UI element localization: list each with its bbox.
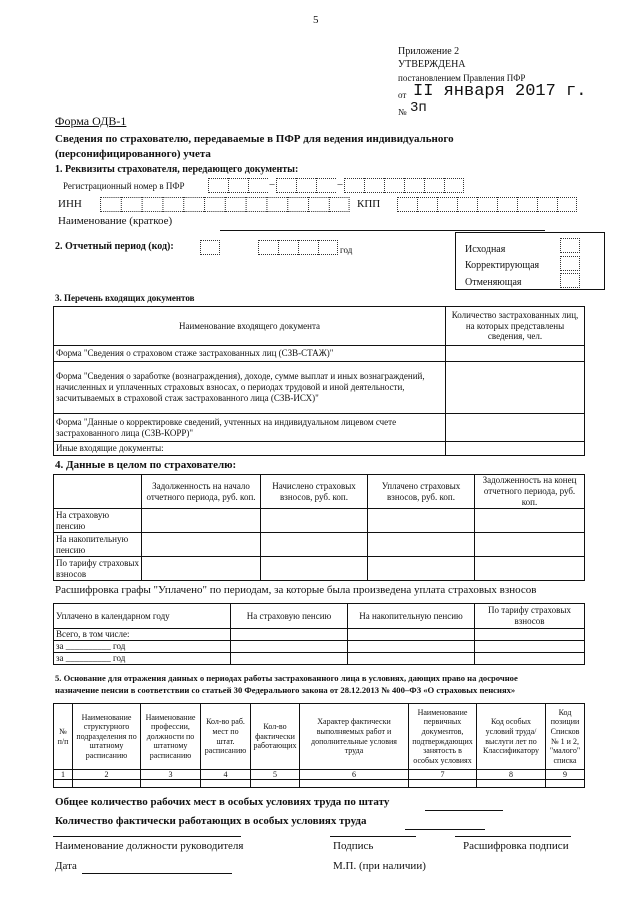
col-header: На накопительную пенсию xyxy=(348,604,475,629)
col-header: Код позиции Списков № 1 и 2, "малого" списка xyxy=(546,704,585,770)
col-header: Начислено страховых взносов, руб. коп. xyxy=(261,475,368,509)
section-4-title: 4. Данные в целом по страхователю: xyxy=(55,459,237,471)
data-cell[interactable] xyxy=(54,780,73,788)
count-cell[interactable] xyxy=(446,346,585,362)
approval-date: II января 2017 г. xyxy=(413,82,587,101)
col-header: № п/п xyxy=(54,704,73,770)
type-corrective-label: Корректирующая xyxy=(465,260,540,271)
col-header: Уплачено страховых взносов, руб. коп. xyxy=(368,475,475,509)
row-label: По тарифу страховых взносов xyxy=(54,557,142,581)
col-number: 3 xyxy=(141,770,201,780)
approval-line: Приложение 2 xyxy=(398,46,460,57)
signature-field[interactable] xyxy=(330,836,416,837)
decode-field[interactable] xyxy=(455,836,571,837)
col-header: Характер фактически выполняемых работ и дополнительные условия труда xyxy=(300,704,409,770)
doc-row: Иные входящие документы: xyxy=(54,442,446,456)
col-number: 5 xyxy=(251,770,300,780)
col-number: 1 xyxy=(54,770,73,780)
data-cell[interactable] xyxy=(201,780,251,788)
section-2-title: 2. Отчетный период (код): xyxy=(55,241,174,252)
reg-number-label: Регистрационный номер в ПФР xyxy=(63,181,185,191)
name-field[interactable] xyxy=(220,230,545,231)
data-cell[interactable] xyxy=(141,780,201,788)
form-title: (персонифицированного) учета xyxy=(55,148,211,160)
data-cell[interactable] xyxy=(251,780,300,788)
total-places-field[interactable] xyxy=(425,810,503,811)
row-label: Всего, в том числе: xyxy=(54,629,231,641)
col-header: Код особых условий труда/выслуги лет по Классификатору xyxy=(477,704,546,770)
position-label: Наименование должности руководителя xyxy=(55,840,244,852)
incoming-docs-table xyxy=(53,306,585,456)
special-conditions-table xyxy=(53,703,585,788)
col-number: 8 xyxy=(477,770,546,780)
data-cell[interactable] xyxy=(546,780,585,788)
col-header: Наименование первичных документов, подтверждающих занятость в особых условиях xyxy=(409,704,477,770)
col-header: Задолженность на начало отчетного периода, руб. коп. xyxy=(142,475,261,509)
type-original-label: Исходная xyxy=(465,244,506,255)
col-number: 9 xyxy=(546,770,585,780)
signature-label: Подпись xyxy=(333,840,374,852)
count-cell[interactable] xyxy=(446,414,585,442)
col-header: Наименование профессии, должности по штатному расписанию xyxy=(141,704,201,770)
approval-date-prefix: от xyxy=(398,90,407,100)
approval-line: постановлением Правления ПФР xyxy=(398,73,526,83)
col-header: Кол-во фактически работающих xyxy=(251,704,300,770)
col-header: Задолженность на конец отчетного периода, руб. коп. xyxy=(475,475,585,509)
section-3-title: 3. Перечень входящих документов xyxy=(55,293,195,303)
inn-field[interactable] xyxy=(100,197,350,212)
data-cell[interactable] xyxy=(409,780,477,788)
stamp-label: М.П. (при наличии) xyxy=(333,860,426,872)
count-cell[interactable] xyxy=(446,442,585,456)
count-cell[interactable] xyxy=(446,362,585,414)
data-cell[interactable] xyxy=(73,780,141,788)
page-number: 5 xyxy=(313,14,319,26)
doc-row: Форма "Сведения о страховом стаже застрахованных лиц (СЗВ-СТАЖ)" xyxy=(54,346,446,362)
col-header: На страховую пенсию xyxy=(231,604,348,629)
period-code-field[interactable] xyxy=(200,240,220,255)
approval-line: УТВЕРЖДЕНА xyxy=(398,59,466,70)
data-cell[interactable] xyxy=(300,780,409,788)
kpp-field[interactable] xyxy=(397,197,577,212)
row-label: за __________ год xyxy=(54,641,231,653)
type-cancel-label: Отменяющая xyxy=(465,277,522,288)
row-label: На страховую пенсию xyxy=(54,509,142,533)
date-label: Дата xyxy=(55,860,77,872)
year-field[interactable] xyxy=(258,240,338,255)
name-label: Наименование (краткое) xyxy=(58,215,173,227)
section-5-title: назначение пенсии в соответствии со статьей 30 Федерального закона от 28.12.2013 № 400–ФЗ «О страховых пенсиях» xyxy=(55,685,516,695)
date-field[interactable] xyxy=(82,873,232,874)
form-name: Форма ОДВ-1 xyxy=(55,114,127,128)
col-number: 4 xyxy=(201,770,251,780)
type-cancel-checkbox[interactable] xyxy=(560,273,580,288)
col-number: 2 xyxy=(73,770,141,780)
col-header: Количество застрахованных лиц, на которых представлены сведения, чел. xyxy=(446,307,585,346)
actual-workers-field[interactable] xyxy=(405,829,485,830)
paid-breakdown-table xyxy=(53,603,585,665)
approval-number: 3п xyxy=(410,100,427,116)
paid-breakdown-title: Расшифровка графы "Уплачено" по периодам, за которые была произведена уплата страховых взносов xyxy=(55,584,537,596)
approval-num-prefix: № xyxy=(398,107,407,117)
reg-number-field[interactable]: – – xyxy=(208,178,464,193)
year-label: год xyxy=(340,245,353,255)
col-number: 6 xyxy=(300,770,409,780)
col-number: 7 xyxy=(409,770,477,780)
decode-label: Расшифровка подписи xyxy=(463,840,569,852)
data-cell[interactable] xyxy=(477,780,546,788)
form-title: Сведения по страхователю, передаваемые в ПФР для ведения индивидуального xyxy=(55,133,454,145)
row-label: На накопительную пенсию xyxy=(54,533,142,557)
col-header: Кол-во раб. мест по штат. расписанию xyxy=(201,704,251,770)
section-5-title: 5. Основание для отражения данных о периодах работы застрахованного лица в условиях, дающих право на досрочное xyxy=(55,673,518,683)
kpp-label: КПП xyxy=(357,198,381,210)
doc-row: Форма "Сведения о заработке (вознаграждения), доходе, сумме выплат и иных вознаграждений, начисленных и уплаченных страховых взносах, о периодах трудовой и иной деятельности, засчитываемых в страховой стаж застрахованного лица (СЗВ-ИСХ)" xyxy=(54,362,446,414)
position-field[interactable] xyxy=(53,836,241,837)
row-label: за __________ год xyxy=(54,653,231,665)
type-original-checkbox[interactable] xyxy=(560,238,580,253)
inn-label: ИНН xyxy=(58,198,82,210)
doc-row: Форма "Данные о корректировке сведений, учтенных на индивидуальном лицевом счете застрахованного лица (СЗВ-КОРР)" xyxy=(54,414,446,442)
insurer-data-table xyxy=(53,474,585,581)
type-corrective-checkbox[interactable] xyxy=(560,256,580,271)
total-places-label: Общее количество рабочих мест в особых условиях труда по штату xyxy=(55,796,390,808)
actual-workers-label: Количество фактически работающих в особых условиях труда xyxy=(55,815,367,827)
col-header: Наименование структурного подразделения по штатному расписанию xyxy=(73,704,141,770)
col-header: По тарифу страховых взносов xyxy=(475,604,585,629)
section-1-title: 1. Реквизиты страхователя, передающего документы: xyxy=(55,164,299,175)
col-header: Уплачено в календарном году xyxy=(54,604,231,629)
col-header: Наименование входящего документа xyxy=(54,307,446,346)
